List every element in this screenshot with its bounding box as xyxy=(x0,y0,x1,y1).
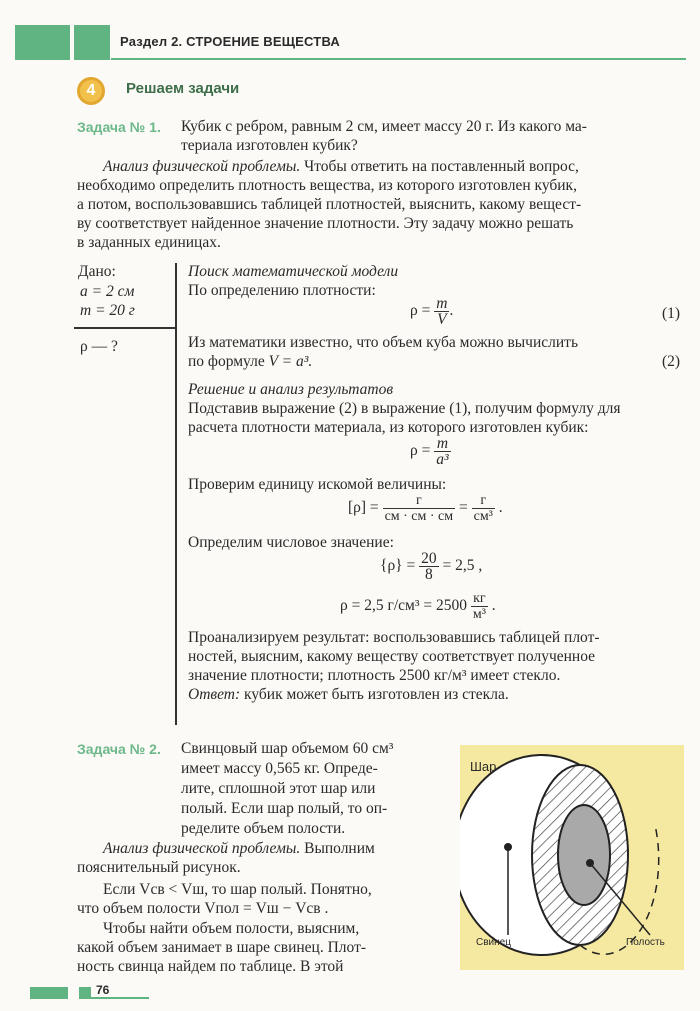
label-cavity: Полость xyxy=(626,937,665,948)
given-divider-horizontal xyxy=(74,327,176,329)
analysis-heading: Анализ физической проблемы. xyxy=(103,158,301,175)
section-title: Решаем задачи xyxy=(126,80,240,97)
header-decor-block xyxy=(74,25,110,60)
task2-statement-line: имеет массу 0,565 кг. Опреде- xyxy=(181,760,378,777)
task1-analysis-line: ву соответствует найденное значение плотности. Эту задачу можно решать xyxy=(77,215,574,232)
task1-analysis-line: необходимо определить плотность вещества, из которого изготовлен кубик, xyxy=(77,177,577,194)
task2-statement-line: полый. Если шар полый, то оп- xyxy=(181,800,388,817)
task2-text-line: ность свинца найдем по таблице. В этой xyxy=(77,958,344,975)
answer-heading: Ответ: xyxy=(188,686,241,703)
given-edge: a = 2 см xyxy=(80,283,135,300)
footer-decor-block xyxy=(79,987,91,999)
task2-analysis-first-line: Анализ физической проблемы. Выполним xyxy=(103,840,375,857)
task2-label: Задача № 2. xyxy=(77,741,161,757)
model-heading: Поиск математической модели xyxy=(188,263,399,280)
task2-analysis-line: пояснительный рисунок. xyxy=(77,859,241,876)
task2-statement-line: Свинцовый шар объемом 60 см³ xyxy=(181,740,394,757)
section-header-title: Раздел 2. СТРОЕНИЕ ВЕЩЕСТВА xyxy=(120,34,340,49)
units-equation: [ρ] = $\frac{г}{см \cdot см \cdot см}$ = $\frac{г}{\text{см³}}$ . xyxy=(348,493,503,524)
footer-rule xyxy=(91,997,149,999)
task1-statement-line: Кубик с ребром, равным 2 см, имеет массу 20 г. Из какого ма- xyxy=(181,118,587,135)
equation-1-number: (1) xyxy=(662,305,681,322)
task1-label: Задача № 1. xyxy=(77,119,161,135)
solution-text: расчета плотности материала, из которого изготовлен кубик: xyxy=(188,419,589,436)
equation-2-number: (2) xyxy=(662,353,681,370)
given-label: Дано: xyxy=(78,263,116,280)
find-quantity: ρ — ? xyxy=(80,338,118,355)
equation-3: ρ = $\frac{m}{\text{a³}}$ xyxy=(410,435,449,468)
task2-statement-line: ределите объем полости. xyxy=(181,820,346,837)
header-rule xyxy=(111,58,686,60)
task2-text-line: какой объем занимает в шаре свинец. Плот- xyxy=(77,939,367,956)
task1-analysis-line: а потом, воспользовавшись таблицей плотностей, выяснить, какому вещест- xyxy=(77,196,582,213)
hollow-ball-figure xyxy=(460,745,684,970)
analysis2-line: значение плотности; плотность 2500 кг/м³ имеет стекло. xyxy=(188,667,561,684)
solution-heading: Решение и анализ результатов xyxy=(188,381,394,398)
analysis-text: Чтобы ответить на поставленный вопрос, xyxy=(304,158,579,175)
footer-decor-block xyxy=(30,987,68,999)
analysis2-line: Проанализируем результат: воспользовавшись таблицей плот- xyxy=(188,629,600,646)
task2-condition-line: Если Vсв < Vш, то шар полый. Понятно, xyxy=(103,881,372,898)
task2-text-line: Чтобы найти объем полости, выясним, xyxy=(103,920,360,937)
analysis2-line: ностей, выясним, какому веществу соответствует полученное xyxy=(188,648,596,665)
result-equation: ρ = 2,5 г/см³ = 2500 $\frac{кг}{\text{м³}}$ . xyxy=(340,591,496,622)
numeric-equation: {ρ} = $\frac{20}{8}$ = 2,5 , xyxy=(380,550,483,583)
label-lead: Свинец xyxy=(476,937,511,948)
cavity-shape xyxy=(558,805,610,905)
answer-line xyxy=(188,685,509,705)
equation-1: ρ = $\frac{m}{V}$ . xyxy=(410,295,454,328)
task1-statement-line: териала изготовлен кубик? xyxy=(181,137,358,154)
header-decor-block xyxy=(15,25,70,60)
given-divider-vertical xyxy=(175,263,177,725)
task1-analysis-line: в заданных единицах. xyxy=(77,234,221,251)
model-text: По определению плотности: xyxy=(188,282,376,299)
label-ball: Шар xyxy=(470,759,497,774)
numeric-text: Определим числовое значение: xyxy=(188,534,394,551)
given-mass: m = 20 г xyxy=(80,302,135,319)
volume-text-2: по формуле V = a³. xyxy=(188,353,313,370)
solution-text: Подставив выражение (2) в выражение (1), получим формулу для xyxy=(188,400,621,417)
task2-statement-line: лите, сплошной этот шар или xyxy=(181,780,376,797)
task1-analysis-first-line xyxy=(103,157,579,177)
answer-text: кубик может быть изготовлен из стекла. xyxy=(244,686,509,703)
task2-condition-line: что объем полости Vпол = Vш − Vсв . xyxy=(77,900,329,917)
volume-text: Из математики известно, что объем куба можно вычислить xyxy=(188,334,579,351)
section-number-badge: 4 xyxy=(77,77,105,105)
page-number: 76 xyxy=(96,983,110,997)
units-text: Проверим единицу искомой величины: xyxy=(188,476,447,493)
